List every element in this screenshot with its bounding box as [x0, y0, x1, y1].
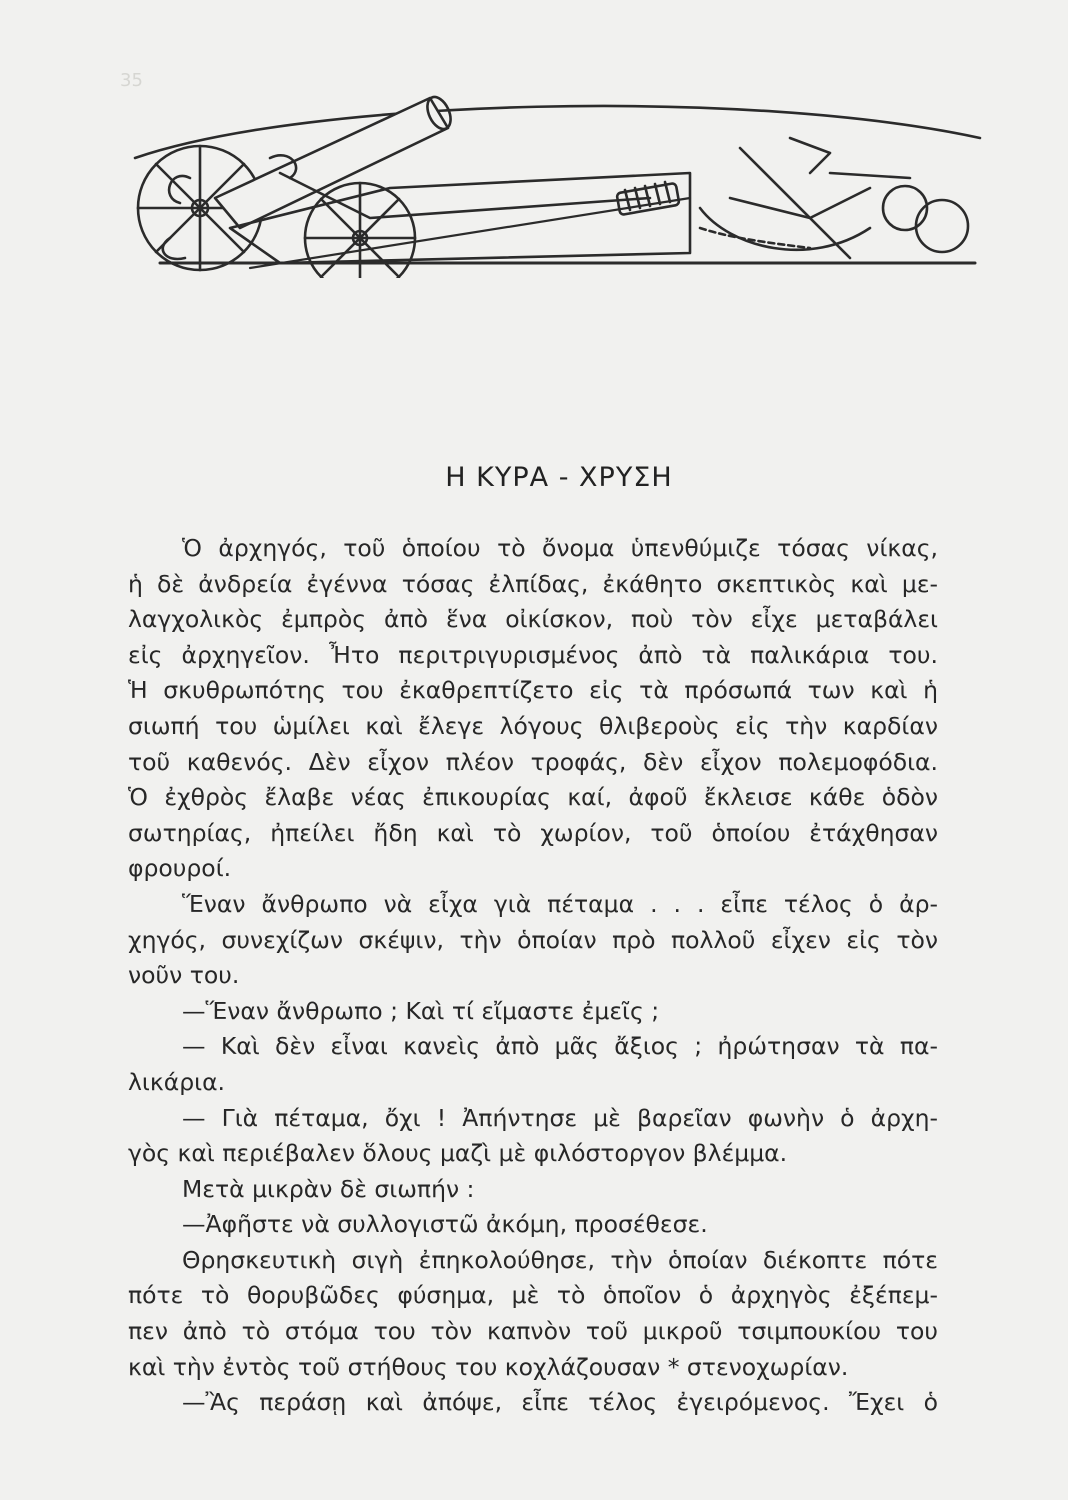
text-line: —Ἀφῆστε νὰ συλλογιστῶ ἀκόμη, προσέθεσε. — [182, 1210, 708, 1239]
text-line: τοῦ καθενός. Δὲν εἶχον πλέον τροφάς, δὲν εἶχον πολεμοφόδια. — [128, 747, 938, 776]
text-line: γὸς καὶ περιέβαλεν ὅλους μαζὶ μὲ φιλόστοργον βλέμμα. — [128, 1139, 788, 1168]
text-line: —Ἂς περάσῃ καὶ ἀπόψε, εἶπε τέλος ἐγειρόμενος. Ἔχει ὁ — [182, 1388, 938, 1417]
text-line: — Καὶ δὲν εἶναι κανεὶς ἀπὸ μᾶς ἄξιος ; ἠρώτησαν τὰ πα- — [182, 1032, 938, 1061]
text-line: Ὁ ἐχθρὸς ἔλαβε νέας ἐπικουρίας καί, ἀφοῦ ἔκλεισε κάθε ὁδὸν — [128, 783, 938, 812]
chapter-title: Η ΚΥΡΑ - ΧΡΥΣΗ — [445, 462, 673, 493]
text-line: πεν ἀπὸ τὸ στόμα του τὸν καπνὸν τοῦ μικροῦ τσιμπουκίου του — [128, 1317, 938, 1346]
text-line: λαγχολικὸς ἐμπρὸς ἀπὸ ἕνα οἰκίσκον, ποὺ τὸν εἶχε μεταβάλει — [128, 605, 938, 634]
text-line: φρουροί. — [128, 854, 232, 883]
text-line: Ἡ σκυθρωπότης του ἐκαθρεπτίζετο εἰς τὰ πρόσωπά των καὶ ἡ — [128, 676, 938, 705]
text-line: χηγός, συνεχίζων σκέψιν, τὴν ὁποίαν πρὸ πολλοῦ εἶχεν εἰς τὸν — [128, 925, 938, 954]
text-line: σιωπή του ὡμίλει καὶ ἔλεγε λόγους θλιβεροὺς εἰς τὴν καρδίαν — [128, 711, 938, 740]
text-line: —Ἕναν ἄνθρωπο ; Καὶ τί εἴμαστε ἐμεῖς ; — [182, 996, 660, 1025]
text-line: Θρησκευτικὴ σιγὴ ἐπηκολούθησε, τὴν ὁποίαν διέκοπτε πότε — [182, 1245, 938, 1274]
text-line: καὶ τὴν ἐντὸς τοῦ στήθους του κοχλάζουσαν * στενοχωρίαν. — [128, 1352, 849, 1381]
text-line: Ὁ ἀρχηγός, τοῦ ὁποίου τὸ ὄνομα ὑπενθύμιζε τόσας νίκας, — [182, 534, 938, 562]
text-line: σωτηρίας, ἠπείλει ἤδη καὶ τὸ χωρίον, τοῦ ὁποίου ἐτάχθησαν — [128, 818, 938, 847]
body-text — [128, 531, 938, 1421]
text-line: ἡ δὲ ἀνδρεία ἐγέννα τόσας ἐλπίδας, ἐκάθητο σκεπτικὸς καὶ με- — [128, 569, 938, 598]
text-line: λικάρια. — [128, 1067, 226, 1096]
text-line: νοῦν του. — [128, 961, 240, 990]
text-line: Μετὰ μικρὰν δὲ σιωπήν : — [182, 1174, 475, 1203]
cannon-anchor-illustration — [130, 78, 985, 278]
text-line: Ἕναν ἄνθρωπο νὰ εἶχα γιὰ πέταμα . . . εἶπε τέλος ὁ ἀρ- — [182, 889, 938, 918]
text-line: πότε τὸ θορυβῶδες φύσημα, μὲ τὸ ὁποῖον ὁ ἀρχηγὸς ἐξέπεμ- — [128, 1281, 938, 1310]
text-line: — Γιὰ πέταμα, ὄχι ! Ἀπήντησε μὲ βαρεῖαν φωνὴν ὁ ἀρχη- — [182, 1103, 938, 1132]
text-line: εἰς ἀρχηγεῖον. Ἦτο περιτριγυρισμένος ἀπὸ τὰ παλικάρια του. — [128, 640, 938, 669]
page-number: 35 — [120, 70, 143, 91]
